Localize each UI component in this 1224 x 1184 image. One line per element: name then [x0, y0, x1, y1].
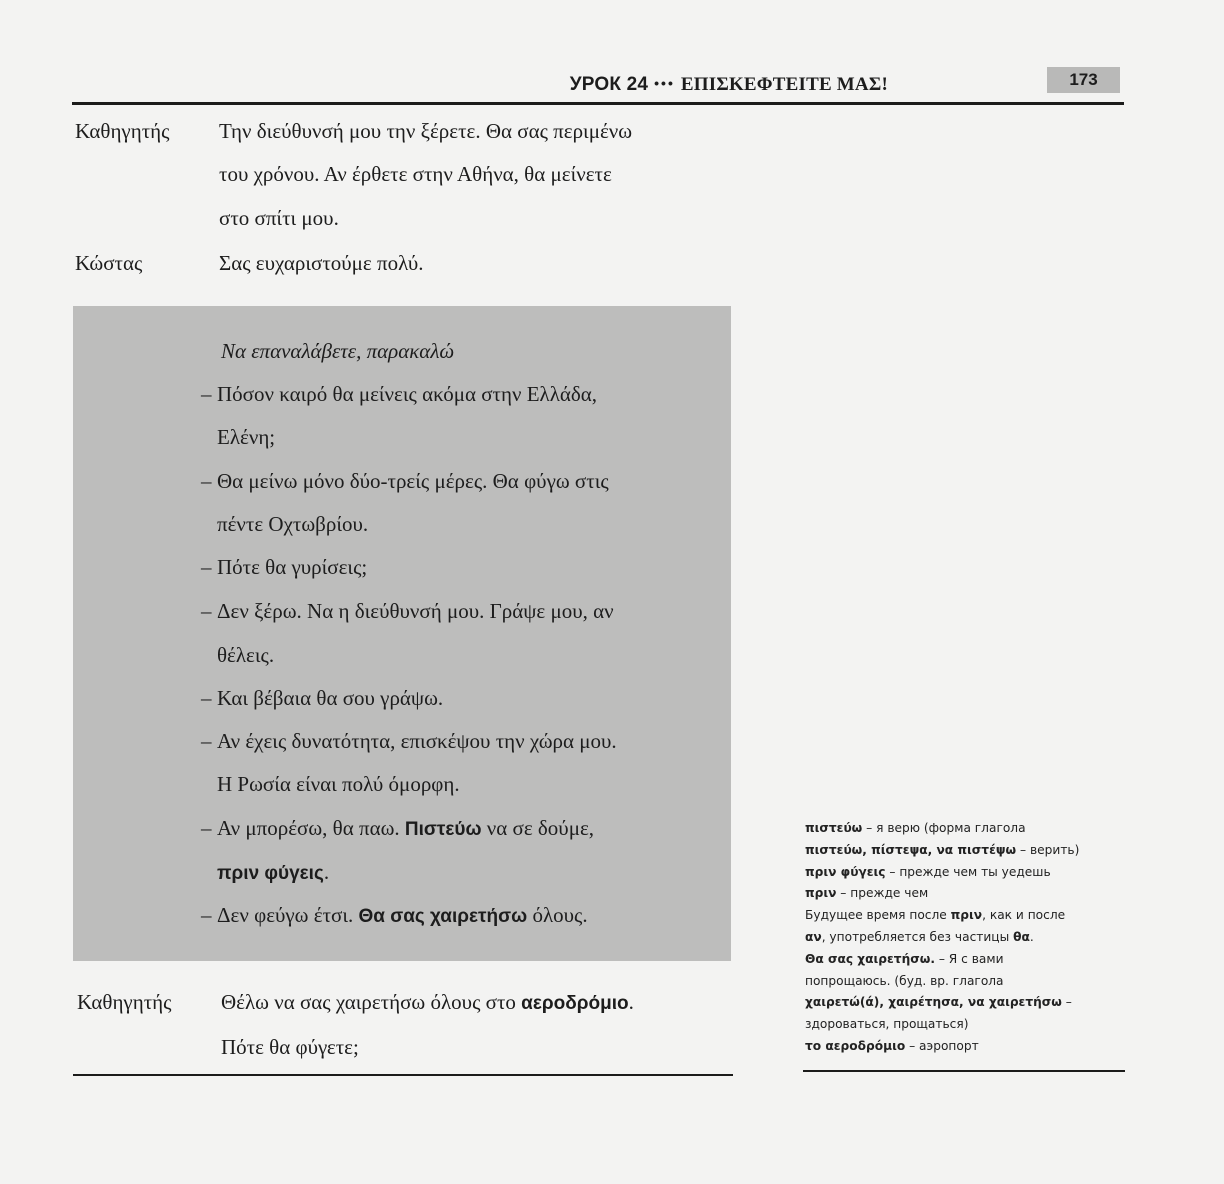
speaker-kostas: Κώστας — [75, 251, 143, 275]
dialog-line: Σας ευχαριστούμε πολύ. — [219, 251, 424, 275]
lesson-label: УРОК 24 — [569, 74, 649, 95]
running-head — [570, 74, 888, 96]
note-line: αν, употребляется без частицы θα. — [805, 929, 1034, 944]
box-line: – Πότε θα γυρίσεις; — [201, 555, 368, 579]
box-line: – Αν μπορέσω, θα παω. Πιστεύω να σε δούμε, — [201, 816, 595, 840]
page-header — [72, 64, 1124, 106]
bottom-rule-right — [803, 1070, 1125, 1072]
header-rule — [72, 102, 1124, 105]
box-line: – Και βέβαια θα σου γράψω. — [201, 686, 444, 710]
dialog-line: στο σπίτι μου. — [219, 206, 339, 230]
note-line: попрощаюсь. (буд. вр. глагола — [805, 973, 1004, 988]
bold-term: πριν φύγεις — [217, 863, 324, 884]
box-line: – Θα μείνω μόνο δύο-τρείς μέρες. Θα φύγω στις — [201, 469, 609, 493]
note-line: πιστεύω – я верю (форма глагола — [805, 821, 1026, 835]
note-line: το αεροδρόμιο – аэропорт — [805, 1038, 979, 1053]
box-line: πέντε Οχτωβρίου. — [217, 512, 369, 536]
note-line: πριν φύγεις – прежде чем ты уедешь — [805, 864, 1051, 879]
page-number: 173 — [1047, 67, 1120, 93]
note-line: πριν – прежде чем — [805, 886, 929, 901]
note-line: здороваться, прощаться) — [805, 1017, 969, 1032]
box-line: – Δεν φεύγω έτσι. Θα σας χαιρετήσω όλους. — [201, 903, 588, 927]
bottom-rule-left — [73, 1074, 733, 1076]
speaker-teacher: Καθηγητής — [77, 990, 172, 1014]
note-line: Θα σας χαιρετήσω. – Я с вами — [805, 951, 1004, 966]
dialog-line: του χρόνου. Αν έρθετε στην Αθήνα, θα μείνετε — [219, 162, 612, 186]
bold-term: Πιστεύω — [404, 819, 482, 840]
box-line: – Αν έχεις δυνατότητα, επισκέψου την χώρα μου. — [201, 729, 617, 753]
note-line: Будущее время после πριν, как и после — [805, 908, 1066, 923]
lesson-title: ΕΠΙΣΚΕΦΤΕΙΤΕ ΜΑΣ! — [680, 74, 888, 95]
bold-term: αεροδρόμιο — [521, 993, 629, 1014]
vocabulary-note — [805, 818, 1125, 1058]
box-line: πριν φύγεις. — [217, 860, 330, 884]
box-line: θέλεις. — [217, 643, 275, 667]
dialog-line: Πότε θα φύγετε; — [221, 1035, 359, 1059]
note-line: πιστεύω, πίστεψα, να πιστέψω – верить) — [805, 842, 1080, 857]
box-line: Η Ρωσία είναι πολύ όμορφη. — [217, 772, 460, 796]
repeat-title: Να επαναλάβετε, παρακαλώ — [221, 339, 455, 363]
box-line: – Πόσον καιρό θα μείνεις ακόμα στην Ελλάδα, — [201, 382, 598, 406]
dialog-line: Θέλω να σας χαιρετήσω όλους στο αεροδρόμιο. — [221, 990, 634, 1014]
bold-term: Θα σας χαιρετήσω — [358, 906, 528, 927]
box-line: Ελένη; — [217, 425, 276, 449]
separator-dots: ••• — [654, 75, 675, 91]
box-line: – Δεν ξέρω. Να η διεύθυνσή μου. Γράψε μου, αν — [201, 599, 614, 623]
dialog-line: Την διεύθυνσή μου την ξέρετε. Θα σας περιμένω — [219, 119, 633, 143]
note-line: χαιρετώ(ά), χαιρέτησα, να χαιρετήσω – — [805, 995, 1072, 1010]
repeat-exercise-box — [73, 306, 731, 961]
speaker-teacher: Καθηγητής — [75, 119, 170, 143]
